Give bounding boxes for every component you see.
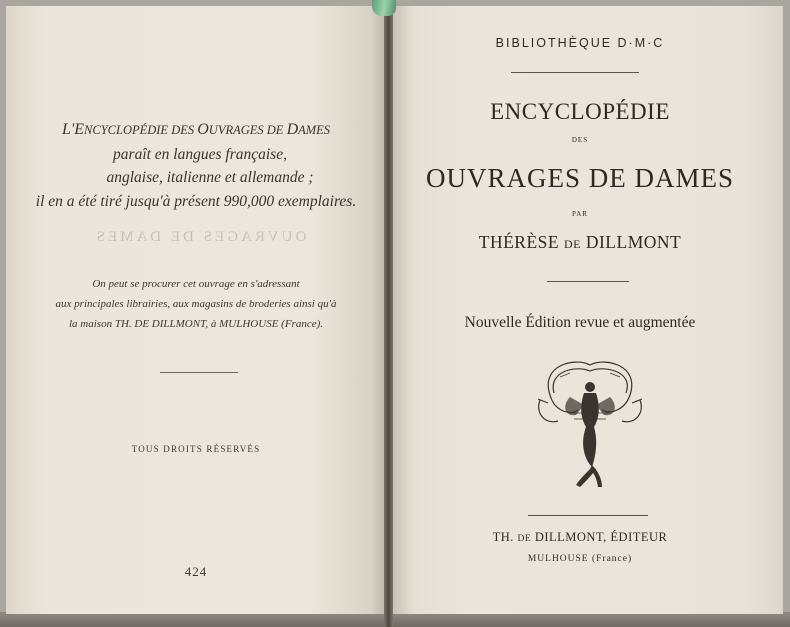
title-line-2: OUVRAGES DE DAMES (425, 163, 734, 193)
right-page (391, 6, 783, 614)
rights-notice: TOUS DROITS RÉSERVÉS (131, 444, 261, 454)
book-spine (384, 0, 393, 627)
book-bottom-edge (0, 612, 790, 627)
title-connector-des: DES (571, 136, 589, 144)
notice-line-3: anglaise, italienne et allemande ; (106, 169, 314, 186)
notice-initial-2: O (197, 121, 209, 138)
divider-rule (160, 372, 238, 373)
publisher-place: MULHOUSE (France) (527, 554, 633, 564)
publisher-name (395, 530, 765, 545)
availability-notice (6, 274, 386, 334)
author-last-name: DILLMONT (585, 232, 682, 252)
availability-line-1: On peut se procurer cet ouvrage en s'adressant (92, 278, 300, 290)
notice-smallcaps-1: NCYCLOPÉDIE DES (84, 123, 198, 137)
author-particle: DE (563, 237, 581, 251)
author-name (395, 232, 765, 253)
publisher-particle: DE (517, 534, 532, 544)
edition-notice (6, 118, 386, 213)
divider-rule-middle (547, 281, 629, 282)
series-title: BIBLIOTHÈQUE D·M·C (495, 36, 665, 50)
left-page (6, 6, 386, 614)
divider-rule-bottom (528, 515, 648, 516)
page-number: 424 (184, 564, 208, 579)
availability-line-3: la maison TH. DE DILLMONT, à MULHOUSE (France). (68, 318, 323, 330)
notice-line-2: paraît en langues française, (113, 145, 287, 163)
notice-smallcaps-2: UVRAGES DE (208, 123, 287, 137)
bleed-through-text: OUVRAGES DE DAMES (93, 229, 307, 245)
availability-line-2: aux principales librairies, aux magasins de broderies ainsi qu'à (55, 298, 337, 310)
notice-initial-1: L'E (61, 121, 85, 138)
publisher-name-part2: DILLMONT, ÉDITEUR (534, 530, 668, 544)
notice-smallcaps-3: AMES (298, 123, 331, 137)
bookmark-ribbon (372, 0, 396, 16)
notice-line-4: il en a été tiré jusqu'à présent 990,000 exemplaires. (35, 192, 357, 210)
byline-par: PAR (572, 210, 588, 218)
author-first-name: THÉRÈSE (478, 232, 560, 252)
notice-line-1 (6, 118, 386, 143)
notice-initial-3: D (286, 121, 299, 138)
publisher-emblem-icon (530, 355, 650, 493)
edition-statement: Nouvelle Édition revue et augmentée (464, 314, 696, 331)
publisher-name-part1: TH. (492, 530, 514, 544)
divider-rule-top (511, 72, 639, 73)
title-line-1: ENCYCLOPÉDIE (490, 99, 670, 124)
